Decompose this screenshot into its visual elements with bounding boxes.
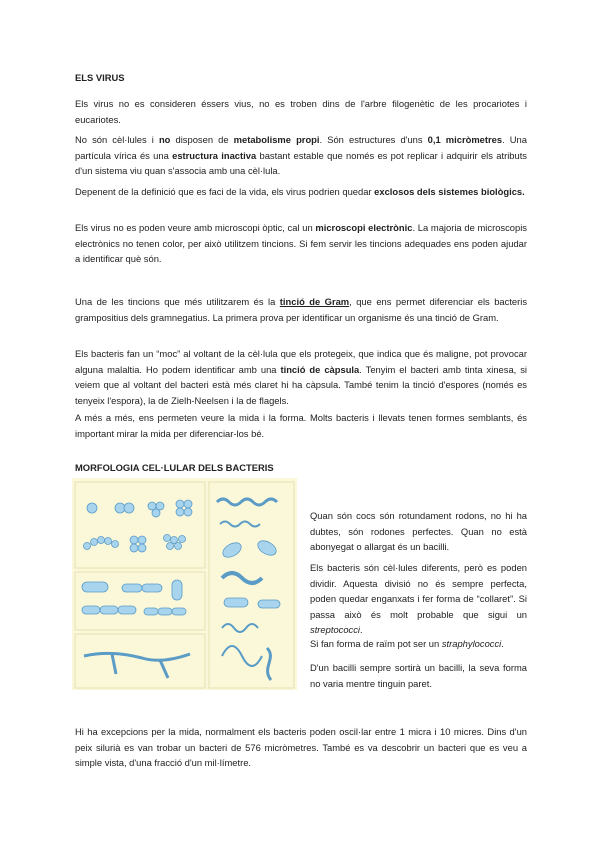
paragraph-gram-stain: Una de les tincions que més utilitzarem és la tinció de Gram, que ens permet diferenciar els bacteris grampositius dels gramnegatius. La primera prova per identificar un organisme és una tinció de Gram. [75, 296, 528, 323]
paragraph-streptococci: Els bacteris són cèl·lules diferents, però es poden dividir. Aquesta divisió no és sempre perfecta, poden quedar enganxats i fer forma de “collaret”. Si passa això és molt probable que sigui un streptococci. [310, 562, 527, 636]
paragraph-capsule-stain: Els bacteris fan un “moc” al voltant de la cèl·lula que els protegeix, que indica que és maligne, pot provocar alguna malaltia. Ho podem identificar amb una tinció de càpsula. Tenyim el bacteri amb tinta xinesa, si veiem que al voltant del bacteri està més claret hi ha càpsula. També tenim la tinció d'espores (només es tenyeix l'espora), la de Zielh-Neelsen i la de flagels. [75, 348, 527, 406]
bacteria-morphology-diagram-icon [72, 478, 297, 690]
paragraph-size-shape: A més a més, ens permeten veure la mida i la forma. Molts bacteris i llevats tenen formes semblants, és important mirar la mida per diferenciar-los bé. [75, 412, 527, 439]
paragraph-cocci: Quan són cocs són rotundament rodons, no hi ha dubtes, són rodones perfectes. Quan no està abonyegat o allargat és un bacilli. [310, 510, 527, 553]
section-title-morphology: MORFOLOGIA CEL·LULAR DELS BACTERIS [75, 462, 274, 473]
paragraph-staphylococci: Si fan forma de raïm pot ser un straphylococci. [310, 638, 504, 649]
paragraph-virus-microscope: Els virus no es poden veure amb microscopi òptic, cal un microscopi electrònic. La majoria de microscopis electrònics no tenen color, per això utilitzem tincions. Si fem servir les tincions adequades ens poden ajudar a identificar què són. [75, 222, 527, 265]
paragraph-virus-intro: Els virus no es consideren éssers vius, no es troben dins de l'arbre filogenètic de les procariotes i eucariotes. [75, 98, 527, 125]
paragraph-size-exceptions: Hi ha excepcions per la mida, normalment els bacteris poden oscil·lar entre 1 micra i 10 micres. Dins d'un peix silurià es van trobar un bacteri de 576 micròmetres. També es va descobrir un bacteri que es veu a simple vista, d'una fracció d'un mil·límetre. [75, 726, 527, 769]
paragraph-virus-definition: Depenent de la definició que es faci de la vida, els virus podrien quedar exclosos dels sistemes biològics. [75, 186, 525, 197]
paragraph-virus-structure: No són cèl·lules i no disposen de metabolisme propi. Són estructures d'uns 0,1 micròmetres. Una partícula vírica és una estructura inactiva bastant estable que només es pot replicar i adquirir els atributs d'un sistema viu quan s'associa amb una cèl·lula. [75, 134, 527, 177]
section-title-virus: ELS VIRUS [75, 72, 125, 83]
paragraph-bacilli: D'un bacilli sempre sortirà un bacilli, la seva forma no varia mentre tinguin paret. [310, 662, 527, 689]
